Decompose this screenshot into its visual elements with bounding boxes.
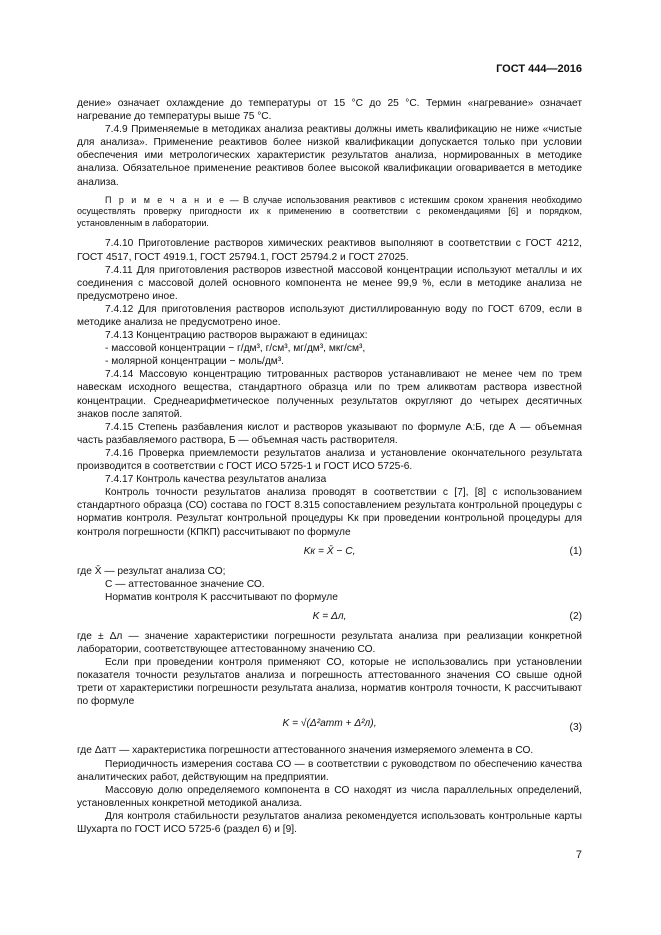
formula-1-number: (1) [569,545,582,557]
paragraph-periodicity: Периодичность измерения состава СО — в соответствии с руководством по обеспечению качества аналитических работ, действующим на предприятии. [77,758,582,783]
page-body [77,97,582,836]
paragraph-7-4-11: 7.4.11 Для приготовления растворов известной массовой концентрации используют металлы и их соединения с массовой долей основного компонента не менее 99,9 %, если в методике анализа не предусмотрено иное. [77,264,582,302]
list-item: - молярной концентрации − моль/дм³. [105,356,285,368]
paragraph-continuation: дение» означает охлаждение до температуры от 15 °С до 25 °С. Термин «нагревание» означает нагревание до температуры выше 75 °С. [77,98,582,123]
formula-3-expression: K = √(Δ²атт + Δ²л), [282,718,377,730]
where-clause: где Δатт — характеристика погрешности аттестованного значения измеряемого элемента в СО. [77,745,534,757]
formula-2-expression: K = Δл, [312,610,347,622]
paragraph-7-4-12: 7.4.12 Для приготовления растворов используют дистиллированную воду по ГОСТ 6709, если в методике анализа не предусмотрено иное. [77,303,582,328]
formula-2 [77,607,582,627]
paragraph-7-4-13: 7.4.13 Концентрацию растворов выражают в единицах: [105,330,368,342]
formula-3-number: (3) [569,722,582,734]
paragraph-7-4-15: 7.4.15 Степень разбавления кислот и растворов указывают по формуле А:Б, где А — объемная часть разбавляемого раствора, Б — объемная часть растворителя. [77,421,582,446]
where-clause: где X̄ — результат анализа СО; [77,565,226,577]
note-label: П р и м е ч а н и е [105,194,226,205]
note [77,195,582,230]
formula-2-number: (2) [569,610,582,622]
formula-1-expression: Kк = X̄ − C, [303,545,356,557]
note-text: — В случае использования реактивов с истекшим сроком хранения необходимо осуществлять проверку пригодности их к применению в соответствии с рекомендациями [6] и порядком, установленным в лаборатории. [77,194,582,228]
paragraph-7-4-10: 7.4.10 Приготовление растворов химических реактивов выполняют в соответствии с ГОСТ 4212, ГОСТ 4517, ГОСТ 4919.1, ГОСТ 25794.1, ГОСТ 25794.2 и ГОСТ 27025. [77,238,582,263]
formula-1 [77,542,582,562]
paragraph-7-4-17: 7.4.17 Контроль качества результатов анализа [105,474,327,486]
page-number: 7 [575,849,582,861]
paragraph-7-4-9: 7.4.9 Применяемые в методиках анализа реактивы должны иметь квалификацию не ниже «чистые для анализа». Применение реактивов более низкой квалификации допускается только при условии обеспечения ими метрологических характеристик результатов анализа, нормированных в методике анализа. Обязательное применение реактивов более высокой квалификации оговаривается в методике анализа. [77,124,582,188]
doc-header: ГОСТ 444—2016 [496,63,582,75]
where-clause: где ± Δл — значение характеристики погрешности результата анализа при реализации конкретной лаборатории, соответствующее аттестованному значению СО. [77,630,582,655]
paragraph-7-4-14: 7.4.14 Массовую концентрацию титрованных растворов устанавливают не менее чем по трем навескам исходного вещества, стандартного образца или по трем аликвотам раствора известной концентрации. Среднеарифметическое полученных результатов округляют до четырех десятичных знаков после запятой. [77,369,582,420]
formula-3 [77,711,582,741]
paragraph-norm-formula: Норматив контроля K рассчитывают по формуле [105,591,338,603]
list-item: - массовой концентрации − г/дм³, г/см³, мг/дм³, мкг/см³, [105,343,366,355]
paragraph-stability: Для контроля стабильности результатов анализа рекомендуется использовать контрольные карты Шухарта по ГОСТ ИСО 5725-6 (раздел 6) и [9]. [77,810,582,835]
paragraph-7-4-16: 7.4.16 Проверка приемлемости результатов анализа и установление окончательного результата производится в соответствии с ГОСТ ИСО 5725-1 и ГОСТ ИСО 5725-6. [77,447,582,473]
paragraph-control-accuracy: Контроль точности результатов анализа проводят в соответствии с [7], [8] с использованием стандартного образца (СО) состава по ГОСТ 8.315 сопоставлением результата контрольной процедуры с норматив контроля. Результат контрольной процедуры Kк при проведении контрольной процедуры для контроля погрешности (КПКП) рассчитывают по формуле [77,487,582,538]
paragraph-mass-fraction: Массовую долю определяемого компонента в СО находят из числа параллельных определений, установленных конкретной методикой анализа. [77,784,582,809]
where-clause: C — аттестованное значение СО. [105,578,265,590]
paragraph-if-control: Если при проведении контроля применяют СО, которые не использовались при установлении показателя точности результатов анализа и погрешность аттестованного значения СО свыше одной трети от характеристики погрешности результата анализа, норматив контроля точности, K рассчитывают по формуле [77,657,582,708]
